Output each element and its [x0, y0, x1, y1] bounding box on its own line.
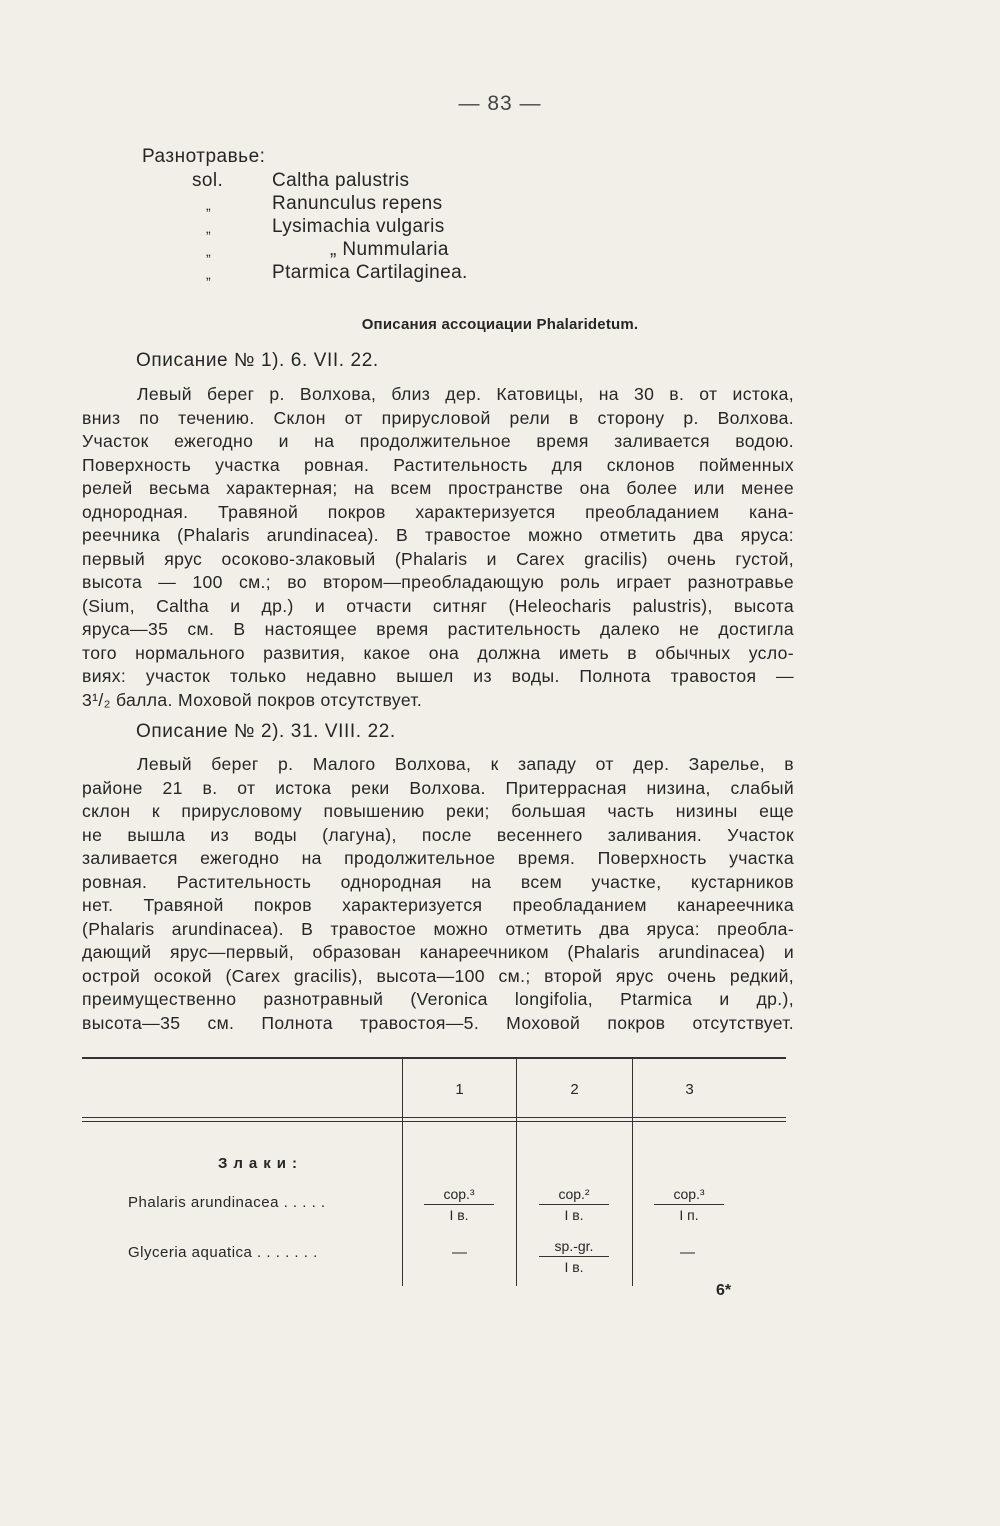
text-line: 3¹/₂ балла. Моховой покров отсутствует. [82, 689, 423, 710]
plant-name: Caltha palustris [272, 170, 410, 191]
table-top-rule [82, 1057, 786, 1059]
text-line: высота — 100 см.; во втором—преобладающую роль играет разнотравье [82, 572, 794, 592]
text-line: (Phalaris arundinacea). В травостое можно отметить два яруса: преобла- [82, 918, 794, 939]
text-line: того нормального развития, какое она должна иметь в обычных усло- [82, 642, 794, 663]
plant-name: Ptarmica Cartilaginea. [272, 262, 468, 283]
text-line: ровная. Растительность однородная на всем участке, кустарников [82, 871, 794, 892]
cell-denominator: I п. [679, 1207, 699, 1223]
cell-numerator: cop.² [539, 1186, 609, 1205]
text-line: первый ярус осоково-злаковый (Phalaris и Carex gracilis) очень густой, [82, 548, 794, 569]
cell-denominator: I в. [564, 1207, 584, 1223]
column-header: 1 [455, 1081, 464, 1098]
raznotravie-title: Разнотравье: [142, 146, 266, 167]
table-cell-empty: — [452, 1244, 467, 1261]
text-line: нет. Травяной покров характеризуется преобладанием канареечника [82, 895, 794, 915]
text-line: (Sium, Caltha и др.) и отчасти ситняг (Heleocharis palustris), высота [82, 595, 794, 616]
text-line: склон к прирусловому повышению реки; большая часть низины еще [82, 801, 794, 821]
plant-name: Lysimachia vulgaris [272, 216, 445, 237]
abundance-mark: „ [206, 197, 212, 213]
text-line: преимущественно разнотравный (Veronica longifolia, Ptarmica и др.), [82, 989, 794, 1009]
column-header: 2 [570, 1081, 579, 1098]
plant-name: Ranunculus repens [272, 193, 443, 214]
text-line: высота—35 см. Полнота травостоя—5. Моховой покров отсутствует. [82, 1012, 794, 1033]
table-cell [424, 1186, 494, 1224]
abundance-mark: „ [206, 220, 212, 236]
text-line: не вышла из воды (лагуна), после весеннего заливания. Участок [82, 824, 794, 845]
abundance-mark: „ [206, 266, 212, 282]
text-line: реечника (Phalaris arundinacea). В травостое можно отметить два яруса: [82, 525, 794, 545]
cell-numerator: sp.-gr. [539, 1238, 609, 1257]
table-row-label: Glyceria aquatica . . . . . . . [128, 1244, 318, 1261]
cell-denominator: I в. [449, 1207, 469, 1223]
table-cell [654, 1186, 724, 1224]
page-number: — 83 — [458, 92, 542, 115]
table-header-rule [82, 1121, 786, 1122]
text-line: Поверхность участка ровная. Растительность для склонов пойменных [82, 454, 794, 475]
description-text [82, 753, 794, 1035]
description-heading: Описание № 2). 31. VIII. 22. [136, 721, 396, 742]
text-line: Левый берег р. Волхова, близ дер. Катовицы, на 30 в. от истока, [137, 384, 794, 404]
plant-name: „ Nummularia [330, 239, 449, 260]
cell-denominator: I в. [564, 1259, 584, 1275]
text-line: яруса—35 см. В настоящее время растительность далеко не достигла [82, 619, 794, 639]
section-title: Описания ассоциации Phalaridetum. [361, 316, 639, 333]
table-cell-empty: — [680, 1244, 695, 1261]
printer-signature: 6* [716, 1282, 732, 1299]
abundance-mark: „ [206, 243, 212, 259]
table-cell [539, 1186, 609, 1224]
text-line: острой осокой (Carex gracilis), высота—100 см.; второй ярус очень редкий, [82, 965, 794, 986]
table-header-rule [82, 1117, 786, 1118]
cell-numerator: cop.³ [424, 1186, 494, 1205]
text-line: Левый берег р. Малого Волхова, к западу от дер. Зарелье, в [137, 754, 794, 774]
text-line: дающий ярус—первый, образован канареечником (Phalaris arundinacea) и [82, 942, 794, 962]
text-line: заливается ежегодно на продолжительное время. Поверхность участка [82, 848, 794, 868]
text-line: релей весьма характерная; на всем пространстве она более или менее [82, 478, 794, 498]
column-header: 3 [685, 1081, 694, 1098]
text-line: вниз по течению. Склон от прирусловой рели в сторону р. Волхова. [82, 407, 794, 428]
abundance-mark: sol. [192, 170, 224, 191]
table-group-label: Злаки: [218, 1155, 303, 1172]
text-line: Участок ежегодно и на продолжительное время заливается водою. [82, 431, 794, 451]
description-heading: Описание № 1). 6. VII. 22. [136, 350, 379, 371]
text-line: районе 21 в. от истока реки Волхова. Притеррасная низина, слабый [82, 777, 794, 798]
cell-numerator: cop.³ [654, 1186, 724, 1205]
text-line: виях: участок только недавно вышел из воды. Полнота травостоя — [82, 666, 794, 686]
description-text [82, 383, 794, 712]
table-cell [539, 1238, 609, 1276]
text-line: однородная. Травяной покров характеризуется преобладанием кана- [82, 501, 794, 522]
table-row-label: Phalaris arundinacea . . . . . [128, 1194, 326, 1211]
